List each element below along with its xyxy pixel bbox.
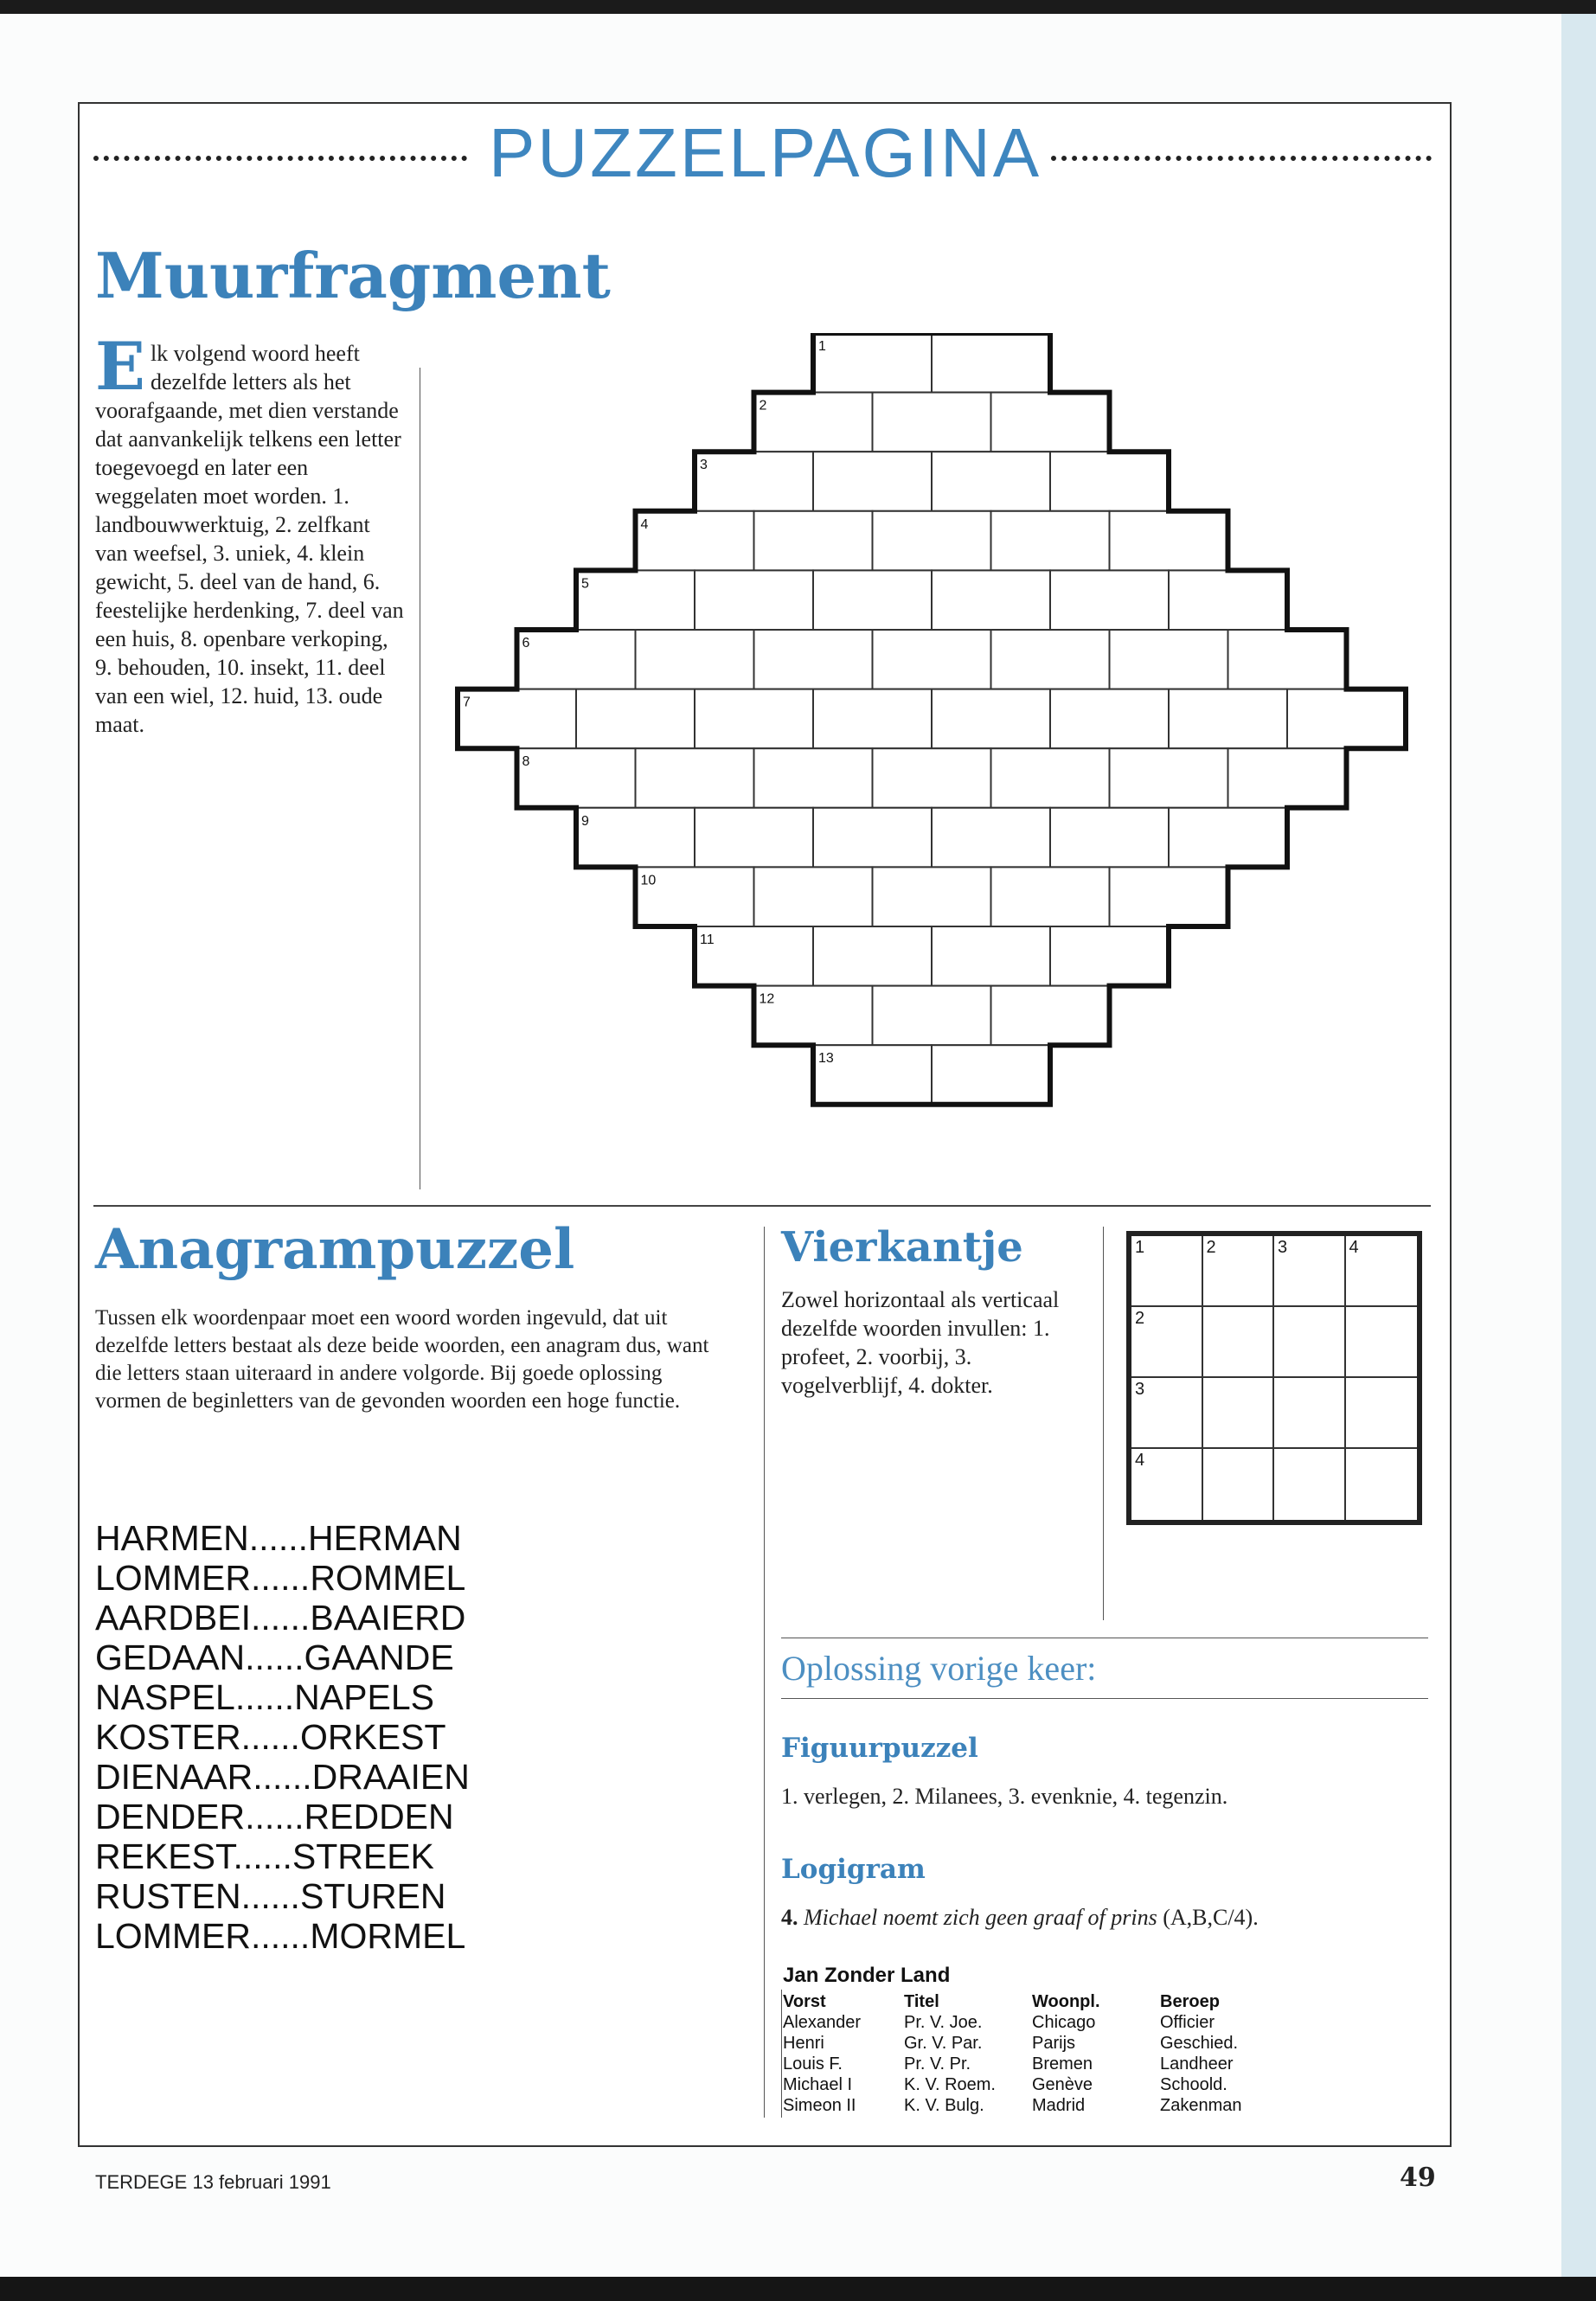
anagram-right: MORMEL bbox=[310, 1916, 466, 1956]
solution-cell: Henri bbox=[783, 2034, 824, 2053]
solution-column bbox=[904, 1991, 1032, 2116]
wall-brick bbox=[1110, 630, 1228, 689]
wall-brick bbox=[1228, 630, 1347, 689]
figuur-text: 1. verlegen, 2. Milanees, 3. evenknie, 4. tegenzin. bbox=[781, 1784, 1228, 1809]
vk-cell bbox=[1274, 1236, 1346, 1307]
anagram-right: HERMAN bbox=[308, 1518, 462, 1558]
solution-column-head: Titel bbox=[904, 1992, 939, 2011]
vk-cell bbox=[1131, 1236, 1203, 1307]
anagram-pair bbox=[95, 1677, 580, 1717]
vk-number: 4 bbox=[1349, 1238, 1359, 1257]
wall-row-number: 3 bbox=[700, 458, 708, 473]
wall-brick bbox=[932, 570, 1050, 630]
wall-brick bbox=[991, 748, 1110, 808]
anagram-separator: ...... bbox=[251, 1598, 311, 1638]
vk-cell bbox=[1203, 1378, 1275, 1449]
anagram-right: STREEK bbox=[292, 1836, 434, 1876]
section-divider bbox=[93, 1205, 1431, 1207]
anagram-left: DENDER bbox=[95, 1797, 246, 1836]
vierkantje-grid bbox=[1126, 1231, 1422, 1525]
anagram-separator: ...... bbox=[234, 1677, 295, 1717]
anagram-left: REKEST bbox=[95, 1836, 234, 1876]
anagram-left: DIENAAR bbox=[95, 1757, 253, 1797]
wall-brick bbox=[991, 986, 1110, 1046]
anagram-left: KOSTER bbox=[95, 1717, 241, 1757]
anagram-right: GAANDE bbox=[304, 1638, 454, 1677]
wall-brick bbox=[754, 393, 873, 452]
wall-brick bbox=[932, 333, 1050, 393]
anagram-separator: ...... bbox=[245, 1638, 304, 1677]
vk-number: 1 bbox=[1135, 1238, 1145, 1257]
solution-cell: Alexander bbox=[783, 2013, 862, 2032]
anagram-list bbox=[95, 1518, 580, 1956]
anagram-pair bbox=[95, 1518, 580, 1558]
wall-brick bbox=[991, 393, 1110, 452]
wall-row-number: 11 bbox=[700, 933, 715, 947]
anagram-left: HARMEN bbox=[95, 1518, 249, 1558]
anagram-pair bbox=[95, 1717, 580, 1757]
wall-brick bbox=[932, 808, 1050, 868]
muurfragment-grid bbox=[445, 333, 1419, 1129]
wall-brick bbox=[695, 808, 813, 868]
wall-brick bbox=[636, 748, 754, 808]
anagram-pair bbox=[95, 1558, 580, 1598]
vk-cell bbox=[1346, 1307, 1418, 1378]
header-dots-right bbox=[1051, 156, 1432, 161]
wall-brick bbox=[932, 1045, 1050, 1105]
muurfragment-title: Muurfragment bbox=[95, 239, 611, 312]
page-title: PUZZELPAGINA bbox=[489, 114, 1042, 191]
solution-cell: Michael I bbox=[783, 2075, 853, 2094]
wall-brick bbox=[1110, 748, 1228, 808]
solution-table bbox=[783, 1991, 1281, 2116]
vk-cell bbox=[1131, 1307, 1203, 1378]
vk-cell bbox=[1346, 1449, 1418, 1520]
wall-row-number: 7 bbox=[463, 695, 471, 710]
anagram-separator: ...... bbox=[245, 1797, 304, 1836]
anagram-separator: ...... bbox=[248, 1518, 309, 1558]
anagram-right: REDDEN bbox=[304, 1797, 454, 1836]
wall-brick bbox=[1050, 570, 1169, 630]
wall-brick bbox=[1169, 689, 1287, 749]
wall-brick bbox=[813, 689, 932, 749]
solution-cell: Zakenman bbox=[1160, 2096, 1242, 2115]
logigram-text bbox=[781, 1903, 1259, 1932]
solution-cell: Geschied. bbox=[1160, 2034, 1239, 2053]
wall-brick bbox=[754, 748, 873, 808]
wall-row-number: 8 bbox=[522, 754, 530, 770]
anagram-pair bbox=[95, 1757, 580, 1797]
anagram-separator: ...... bbox=[253, 1757, 312, 1797]
solution-cell: Madrid bbox=[1032, 2096, 1086, 2115]
wall-brick bbox=[754, 867, 873, 926]
scan-edge-right bbox=[1561, 14, 1596, 2277]
solution-cell: Gr. V. Par. bbox=[904, 2034, 983, 2053]
wall-brick bbox=[1050, 808, 1169, 868]
wall-brick bbox=[695, 452, 813, 511]
anagram-right: STUREN bbox=[299, 1876, 446, 1916]
anagram-pair bbox=[95, 1638, 580, 1677]
wall-row-number: 4 bbox=[640, 516, 649, 532]
logigram-number: 4. bbox=[781, 1905, 798, 1930]
wall-row-number: 12 bbox=[759, 991, 775, 1007]
anagram-left: RUSTEN bbox=[95, 1876, 241, 1916]
vierkantje-divider bbox=[1103, 1227, 1104, 1620]
anagram-left: GEDAAN bbox=[95, 1638, 246, 1677]
wall-brick bbox=[458, 689, 576, 749]
wall-brick bbox=[754, 630, 873, 689]
anagram-title: Anagrampuzzel bbox=[95, 1217, 575, 1282]
vk-cell bbox=[1203, 1449, 1275, 1520]
anagram-right: NAPELS bbox=[294, 1677, 434, 1717]
anagram-pair bbox=[95, 1836, 580, 1876]
wall-brick bbox=[1050, 452, 1169, 511]
logigram-sentence: Michael noemt zich geen graaf of prins bbox=[804, 1905, 1157, 1930]
solution-cell: Parijs bbox=[1032, 2034, 1076, 2053]
wall-brick bbox=[991, 511, 1110, 571]
wall-brick bbox=[1050, 926, 1169, 986]
figuur-title: Figuurpuzzel bbox=[781, 1733, 978, 1764]
solution-cell: K. V. Roem. bbox=[904, 2075, 996, 2094]
vierkantje-title: Vierkantje bbox=[781, 1223, 1023, 1272]
wall-brick bbox=[576, 570, 695, 630]
wall-brick bbox=[813, 452, 932, 511]
vk-cell bbox=[1274, 1307, 1346, 1378]
solution-column bbox=[1160, 1991, 1281, 2116]
vk-cell bbox=[1203, 1307, 1275, 1378]
vk-cell bbox=[1346, 1236, 1418, 1307]
wall-brick bbox=[1050, 689, 1169, 749]
wall-brick bbox=[813, 808, 932, 868]
anagram-left: LOMMER bbox=[95, 1916, 251, 1956]
vk-cell bbox=[1203, 1236, 1275, 1307]
wall-brick bbox=[754, 511, 873, 571]
solution-cell: K. V. Bulg. bbox=[904, 2096, 984, 2115]
anagram-pair bbox=[95, 1876, 580, 1916]
vk-cell bbox=[1131, 1378, 1203, 1449]
anagram-right: BAAIERD bbox=[310, 1598, 466, 1638]
wall-brick bbox=[873, 393, 991, 452]
wall-brick bbox=[695, 570, 813, 630]
logigram-title: Logigram bbox=[781, 1854, 926, 1885]
wall-brick bbox=[813, 333, 932, 393]
page-number: 49 bbox=[1400, 2163, 1436, 2193]
vierkantje-text: Zowel horizontaal als verticaal dezelfde woorden invullen: 1. profeet, 2. voorbij, 3. vogelverblijf, 4. dokter. bbox=[781, 1287, 1060, 1398]
muurfragment-text bbox=[95, 328, 407, 739]
anagram-left: AARDBEI bbox=[95, 1598, 251, 1638]
footer-publication: TERDEGE 13 februari 1991 bbox=[95, 2171, 331, 2193]
scan-edge-top bbox=[0, 0, 1596, 14]
vk-number: 3 bbox=[1135, 1380, 1145, 1399]
wall-brick bbox=[932, 689, 1050, 749]
solution-column bbox=[783, 1991, 904, 2116]
wall-brick bbox=[636, 511, 754, 571]
solution-column-head: Beroep bbox=[1160, 1992, 1220, 2011]
wall-brick bbox=[1110, 867, 1228, 926]
solution-column-head: Vorst bbox=[783, 1992, 826, 2011]
solution-cell: Officier bbox=[1160, 2013, 1215, 2032]
anagram-right: ROMMEL bbox=[310, 1558, 466, 1598]
header-dots-left bbox=[93, 156, 467, 161]
wall-brick bbox=[1169, 570, 1287, 630]
solution-cell: Louis F. bbox=[783, 2054, 843, 2073]
solution-column-head: Woonpl. bbox=[1032, 1992, 1100, 2011]
anagram-right: DRAAIEN bbox=[311, 1757, 470, 1797]
solution-cell: Landheer bbox=[1160, 2054, 1234, 2073]
anagram-right: ORKEST bbox=[299, 1717, 446, 1757]
anagram-separator: ...... bbox=[250, 1558, 311, 1598]
wall-brick bbox=[873, 630, 991, 689]
wall-brick bbox=[1228, 748, 1347, 808]
wall-brick bbox=[1110, 511, 1228, 571]
anagram-left: LOMMER bbox=[95, 1558, 251, 1598]
muurfragment-clues: lk volgend woord heeft dezelfde letters als het voorafgaande, met dien verstande dat aanvankelijk telkens een letter toegevoegd en later een weggelaten moet worden. 1. landbouwwerktuig, 2. zelfkant van weefsel, 3. uniek, 4. klein gewicht, 5. deel van de hand, 6. feestelijke herdenking, 7. deel van een huis, 8. openbare verkoping, 9. behouden, 10. insekt, 11. deel van een wiel, 12. huid, 13. oude maat. bbox=[95, 341, 404, 737]
wall-row-number: 6 bbox=[522, 636, 530, 651]
solution-cell: Pr. V. Pr. bbox=[904, 2054, 971, 2073]
solution-title: Oplossing vorige keer: bbox=[781, 1649, 1097, 1688]
wall-brick bbox=[932, 452, 1050, 511]
wall-row-number: 5 bbox=[581, 576, 589, 592]
dropcap: E bbox=[95, 328, 145, 405]
anagram-pair bbox=[95, 1916, 580, 1956]
wall-brick bbox=[1287, 689, 1406, 749]
anagram-separator: ...... bbox=[240, 1717, 300, 1757]
anagram-left: NASPEL bbox=[95, 1677, 235, 1717]
wall-brick bbox=[873, 748, 991, 808]
solution-rule-bottom bbox=[781, 1698, 1428, 1699]
vk-number: 2 bbox=[1206, 1238, 1216, 1257]
solution-cell: Genève bbox=[1032, 2075, 1093, 2094]
solution-cell: Bremen bbox=[1032, 2054, 1093, 2073]
solution-cell: Simeon II bbox=[783, 2096, 856, 2115]
vk-number: 4 bbox=[1135, 1451, 1145, 1470]
wall-brick bbox=[991, 867, 1110, 926]
scan-edge-bottom bbox=[0, 2277, 1596, 2301]
wall-row-number: 1 bbox=[818, 339, 826, 354]
vk-cell bbox=[1274, 1449, 1346, 1520]
wall-brick bbox=[813, 926, 932, 986]
wall-brick bbox=[695, 689, 813, 749]
solution-column bbox=[1032, 1991, 1160, 2116]
anagram-pair bbox=[95, 1797, 580, 1836]
anagram-separator: ...... bbox=[233, 1836, 292, 1876]
wall-brick bbox=[517, 748, 636, 808]
vk-cell bbox=[1274, 1378, 1346, 1449]
wall-row-number: 9 bbox=[581, 813, 589, 829]
vk-cell bbox=[1131, 1449, 1203, 1520]
solution-cell: Pr. V. Joe. bbox=[904, 2013, 983, 2032]
anagram-separator: ...... bbox=[240, 1876, 300, 1916]
vk-number: 2 bbox=[1135, 1309, 1145, 1328]
anagram-divider bbox=[764, 1227, 765, 2118]
anagram-separator: ...... bbox=[250, 1916, 311, 1956]
wall-brick bbox=[517, 630, 636, 689]
logigram-ref: (A,B,C/4). bbox=[1163, 1905, 1259, 1930]
wall-brick bbox=[576, 808, 695, 868]
wall-brick bbox=[873, 986, 991, 1046]
wall-brick bbox=[813, 570, 932, 630]
wall-row-number: 10 bbox=[640, 873, 657, 888]
solution-cell: Chicago bbox=[1032, 2013, 1096, 2032]
solution-table-title: Jan Zonder Land bbox=[783, 1964, 951, 1987]
wall-brick bbox=[873, 867, 991, 926]
wall-brick bbox=[991, 630, 1110, 689]
anagram-text: Tussen elk woordenpaar moet een woord worden ingevuld, dat uit dezelfde letters bestaat als deze beide woorden, een anagram dus, want die letters staan uiteraard in andere volgorde. Bij goede oplossing vormen de beginletters van de gevonden woorden een hoge functie. bbox=[95, 1306, 709, 1413]
wall-brick bbox=[636, 630, 754, 689]
wall-brick bbox=[1169, 808, 1287, 868]
anagram-pair bbox=[95, 1598, 580, 1638]
solution-table-rule bbox=[781, 1990, 782, 2118]
vk-number: 3 bbox=[1278, 1238, 1288, 1257]
wall-brick bbox=[873, 511, 991, 571]
wall-row-number: 2 bbox=[759, 398, 767, 413]
wall-brick bbox=[932, 926, 1050, 986]
wall-brick bbox=[576, 689, 695, 749]
vk-cell bbox=[1346, 1378, 1418, 1449]
solution-cell: Schoold. bbox=[1160, 2075, 1227, 2094]
wall-row-number: 13 bbox=[818, 1051, 834, 1067]
